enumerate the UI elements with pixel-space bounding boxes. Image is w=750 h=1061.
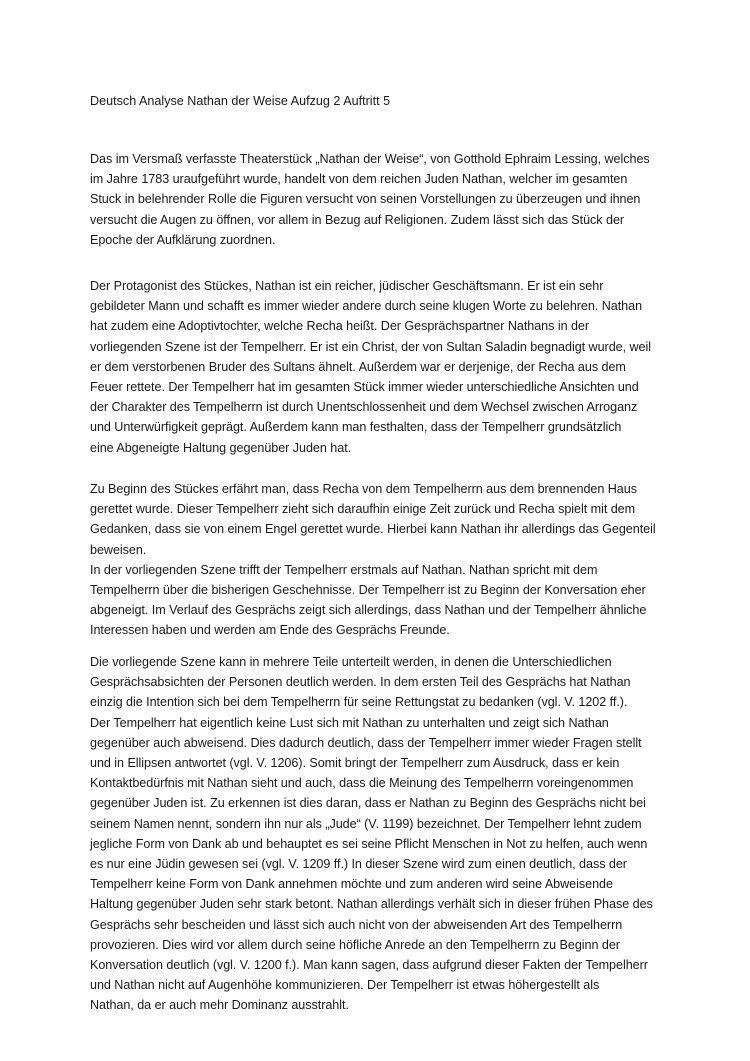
text-line: Die vorliegende Szene kann in mehrere Teile unterteilt werden, in denen die Unterschiedlichen <box>90 655 612 669</box>
text-line: es nur eine Jüdin gewesen sei (vgl. V. 1209 ff.) In dieser Szene wird zum einen deutlich, dass der <box>90 857 627 872</box>
text-line: hat zudem eine Adoptivtochter, welche Recha heißt. Der Gesprächspartner Nathans in der <box>90 319 590 334</box>
text-line: In der vorliegenden Szene trifft der Tempelherr erstmals auf Nathan. Nathan spricht mit dem <box>90 562 598 577</box>
text-line: Haltung gegenüber Juden sehr stark betont. Nathan allerdings verhält sich in dieser frühen Phase des <box>90 897 653 912</box>
text-line: der Charakter des Tempelherrn ist durch Unentschlossenheit und dem Wechsel zwischen Arroganz <box>90 400 638 415</box>
text-line: und Unterwürfigkeit geprägt. Außerdem kann man festhalten, dass der Tempelherr grundsätzlich <box>90 420 622 435</box>
text-line: Interessen haben und werden am Ende des Gesprächs Freunde. <box>90 623 450 638</box>
text-line: er dem verstorbenen Bruder des Sultans ähnelt. Außerdem war er derjenige, der Recha aus dem <box>90 359 626 374</box>
text-line: Der Protagonist des Stückes, Nathan ist ein reicher, jüdischer Geschäftsmann. Er ist ein sehr <box>90 279 604 293</box>
paragraph-context <box>90 479 690 641</box>
text-line: Der Tempelherr hat eigentlich keine Lust sich mit Nathan zu unterhalten und zeigt sich Nathan <box>90 715 609 730</box>
text-line: einzig die Intention sich bei dem Tempelherrn für seine Rettungstat zu bedanken (vgl. V. 1202 ff.). <box>90 695 628 710</box>
text-line: Gesprächs sehr bescheiden und lässt sich auch nicht von der abweisenden Art des Tempelherrn <box>90 917 623 932</box>
text-line: jegliche Form von Dank ab und behauptet es sei seine Pflicht Menschen in Not zu helfen, auch wenn <box>90 836 648 851</box>
text-line: und in Ellipsen antwortet (vgl. V. 1206). Somit bringt der Tempelherr zum Ausdruck, dass er kein <box>90 756 620 771</box>
document-title: Deutsch Analyse Nathan der Weise Aufzug 2 Auftritt 5 <box>90 94 391 108</box>
text-line: im Jahre 1783 uraufgeführt wurde, handelt von dem reichen Juden Nathan, welcher im gesamten <box>90 172 628 187</box>
paragraph-introduction <box>90 149 690 250</box>
text-line: gerettet wurde. Dieser Tempelherr zieht sich daraufhin einige Zeit zurück und Recha spielt mit dem <box>90 502 636 517</box>
text-line: und Nathan nicht auf Augenhöhe kommunizieren. Der Tempelherr ist etwas höhergestellt als <box>90 978 600 993</box>
text-line: Kontaktbedürfnis mit Nathan sieht und auch, dass die Meinung des Tempelherrn voreingenommen <box>90 776 634 791</box>
text-line: beweisen. <box>90 542 147 557</box>
text-line: seinem Namen nennt, sondern ihn nur als „Jude“ (V. 1199) bezeichnet. Der Tempelherr lehnt zudem <box>90 816 642 831</box>
text-line: Feuer rettete. Der Tempelherr hat im gesamten Stück immer wieder unterschiedliche Ansichten und <box>90 380 639 395</box>
text-line: provozieren. Dies wird vor allem durch seine höfliche Anrede an den Tempelherrn zu Beginn der <box>90 937 620 952</box>
text-line: gegenüber Juden ist. Zu erkennen ist dies daran, dass er Nathan zu Beginn des Gesprächs nicht bei <box>90 796 646 811</box>
text-line: Nathan, da er auch mehr Dominanz ausstrahlt. <box>90 998 349 1013</box>
text-line: Tempelherrn über die bisherigen Geschehnisse. Der Tempelherr ist zu Beginn der Konversation eher <box>90 583 646 598</box>
text-line: gebildeter Mann und schafft es immer wieder andere durch seine klugen Worte zu belehren. Nathan <box>90 299 643 314</box>
text-line: vorliegenden Szene ist der Tempelherr. Er ist ein Christ, der von Sultan Saladin begnadigt wurde, weil <box>90 339 652 354</box>
text-line: abgeneigt. Im Verlauf des Gesprächs zeigt sich allerdings, dass Nathan und der Tempelherr ähnliche <box>90 603 647 618</box>
paragraph-analysis <box>90 652 690 1016</box>
text-line: eine Abgeneigte Haltung gegenüber Juden hat. <box>90 440 352 455</box>
text-line: Gesprächsabsichten der Personen deutlich werden. In dem ersten Teil des Gesprächs hat Nathan <box>90 675 631 690</box>
text-line: Epoche der Aufklärung zuordnen. <box>90 232 276 247</box>
text-line: Tempelherr keine Form von Dank annehmen möchte und zum anderen wird seine Abweisende <box>90 877 613 892</box>
text-line: Gedanken, dass sie von einem Engel gerettet wurde. Hierbei kann Nathan ihr allerdings das Gegenteil <box>90 522 656 537</box>
text-line: Das im Versmaß verfasste Theaterstück „Nathan der Weise“, von Gotthold Ephraim Lessing, welches <box>90 152 650 166</box>
paragraph-characters <box>90 276 690 458</box>
text-line: versucht die Augen zu öffnen, vor allem in Bezug auf Religionen. Zudem lässt sich das Stück der <box>90 212 625 227</box>
text-line: gegenüber auch abweisend. Dies dadurch deutlich, dass der Tempelherr immer wieder Fragen stellt <box>90 735 642 750</box>
text-line: Konversation deutlich (vgl. V. 1200 f.). Man kann sagen, dass aufgrund dieser Fakten der Tempelherr <box>90 958 648 973</box>
text-line: Zu Beginn des Stückes erfährt man, dass Recha von dem Tempelherrn aus dem brennenden Haus <box>90 482 637 496</box>
text-line: Stuck in belehrender Rolle die Figuren versucht von seinen Vorstellungen zu überzeugen und ihnen <box>90 192 641 207</box>
